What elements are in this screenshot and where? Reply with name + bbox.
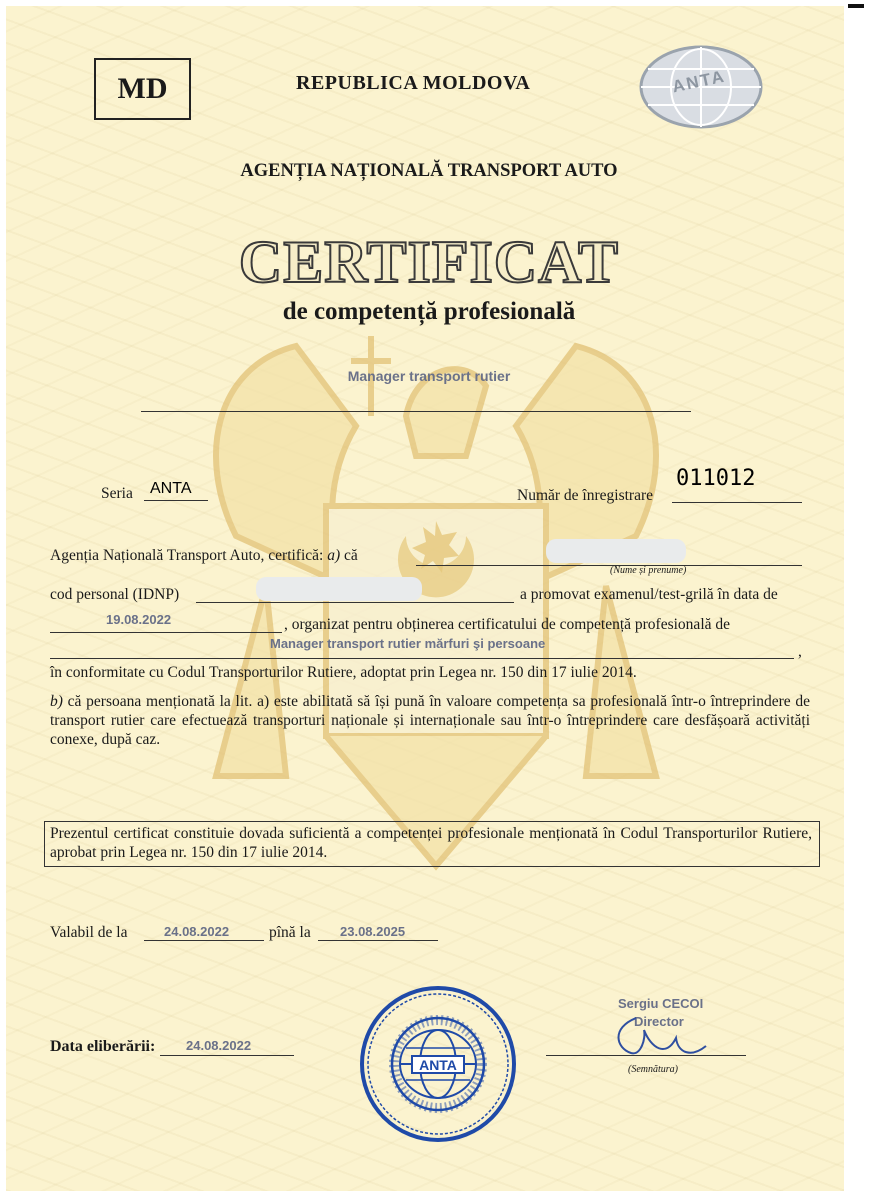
- category-comma: ,: [798, 643, 802, 660]
- passed-text: a promovat examenul/test-grilă în data de: [520, 586, 778, 603]
- valid-to-value: 23.08.2025: [340, 924, 406, 939]
- name-redaction: [546, 539, 686, 563]
- exam-date-underline: [50, 632, 282, 633]
- handwritten-signature: [606, 1008, 716, 1068]
- point-b-text: că persoana menționată la lit. a) este abilitată să își pună în valoare competența sa profesională într-o întreprindere de transport rutier care efectuează transporturi naționale și internaționale sau într-o întreprindere care desfășoară activități conexe, după caz.: [50, 693, 810, 748]
- registration-underline: [672, 502, 802, 503]
- country-code: MD: [117, 72, 168, 105]
- signatory-role: Director: [634, 1014, 684, 1029]
- issue-date-value: 24.08.2022: [186, 1038, 252, 1053]
- category-stamp: Manager transport rutier mărfuri şi persoane: [270, 636, 546, 651]
- evidence-text: Prezentul certificat constituie dovada suficientă a competenței profesionale menționată în Codul Transporturilor Rutiere, aprobat prin Legea nr. 150 din 17 iulie 2014.: [50, 825, 812, 861]
- name-underline: [416, 565, 802, 566]
- scan-edge-mark: [848, 4, 864, 8]
- ca-word: că: [344, 547, 358, 564]
- series-label: Seria: [101, 485, 133, 502]
- valid-to-label: pînă la: [269, 924, 311, 941]
- signature-underline: [546, 1055, 746, 1056]
- republic-title: REPUBLICA MOLDOVA: [296, 72, 531, 94]
- anta-logo-text: ANTA: [670, 66, 728, 97]
- certificate-sheet: [6, 6, 844, 1191]
- profession-stamp: Manager transport rutier: [347, 368, 511, 384]
- valid-from-value: 24.08.2022: [164, 924, 230, 939]
- official-stamp-icon: [356, 982, 520, 1146]
- point-b-label: b): [50, 693, 63, 710]
- series-underline: [144, 500, 208, 501]
- valid-to-underline: [318, 940, 438, 941]
- agency-title: AGENȚIA NAȚIONALĂ TRANSPORT AUTO: [240, 161, 618, 181]
- valid-from-label: Valabil de la: [50, 924, 128, 941]
- issue-date-label: Data eliberării:: [50, 1038, 156, 1055]
- profession-underline: [141, 411, 691, 412]
- idnp-underline: [196, 602, 514, 603]
- certificate-title: CERTIFICAT: [238, 229, 620, 295]
- svg-text:ANTA: ANTA: [419, 1057, 457, 1073]
- idnp-label: cod personal (IDNP): [50, 586, 180, 603]
- registration-number: 011012: [676, 466, 756, 491]
- series-value: ANTA: [150, 480, 192, 497]
- certificate-subtitle: de competență profesională: [282, 298, 576, 325]
- category-underline: [50, 658, 794, 659]
- issue-date-underline: [160, 1055, 294, 1056]
- idnp-redaction: [256, 577, 422, 601]
- organized-text: , organizat pentru obținerea certificatului de competență profesională de: [284, 616, 731, 633]
- exam-date: 19.08.2022: [106, 612, 172, 627]
- certifies-line: [50, 546, 358, 565]
- point-b-paragraph: [50, 692, 810, 749]
- country-code-box: [94, 58, 191, 120]
- point-a-label: a): [327, 547, 341, 564]
- conformity-text: în conformitate cu Codul Transporturilor Rutiere, adoptat prin Legea nr. 150 din 17 iulie 2014.: [50, 664, 637, 681]
- name-hint: (Nume și prenume): [610, 565, 687, 576]
- valid-from-underline: [144, 940, 264, 941]
- certifies-label: Agenția Națională Transport Auto, certifică:: [50, 547, 324, 564]
- signatory-name: Sergiu CECOI: [618, 996, 704, 1011]
- signature-hint: (Semnătura): [628, 1064, 678, 1075]
- registration-label: Număr de înregistrare: [517, 487, 653, 504]
